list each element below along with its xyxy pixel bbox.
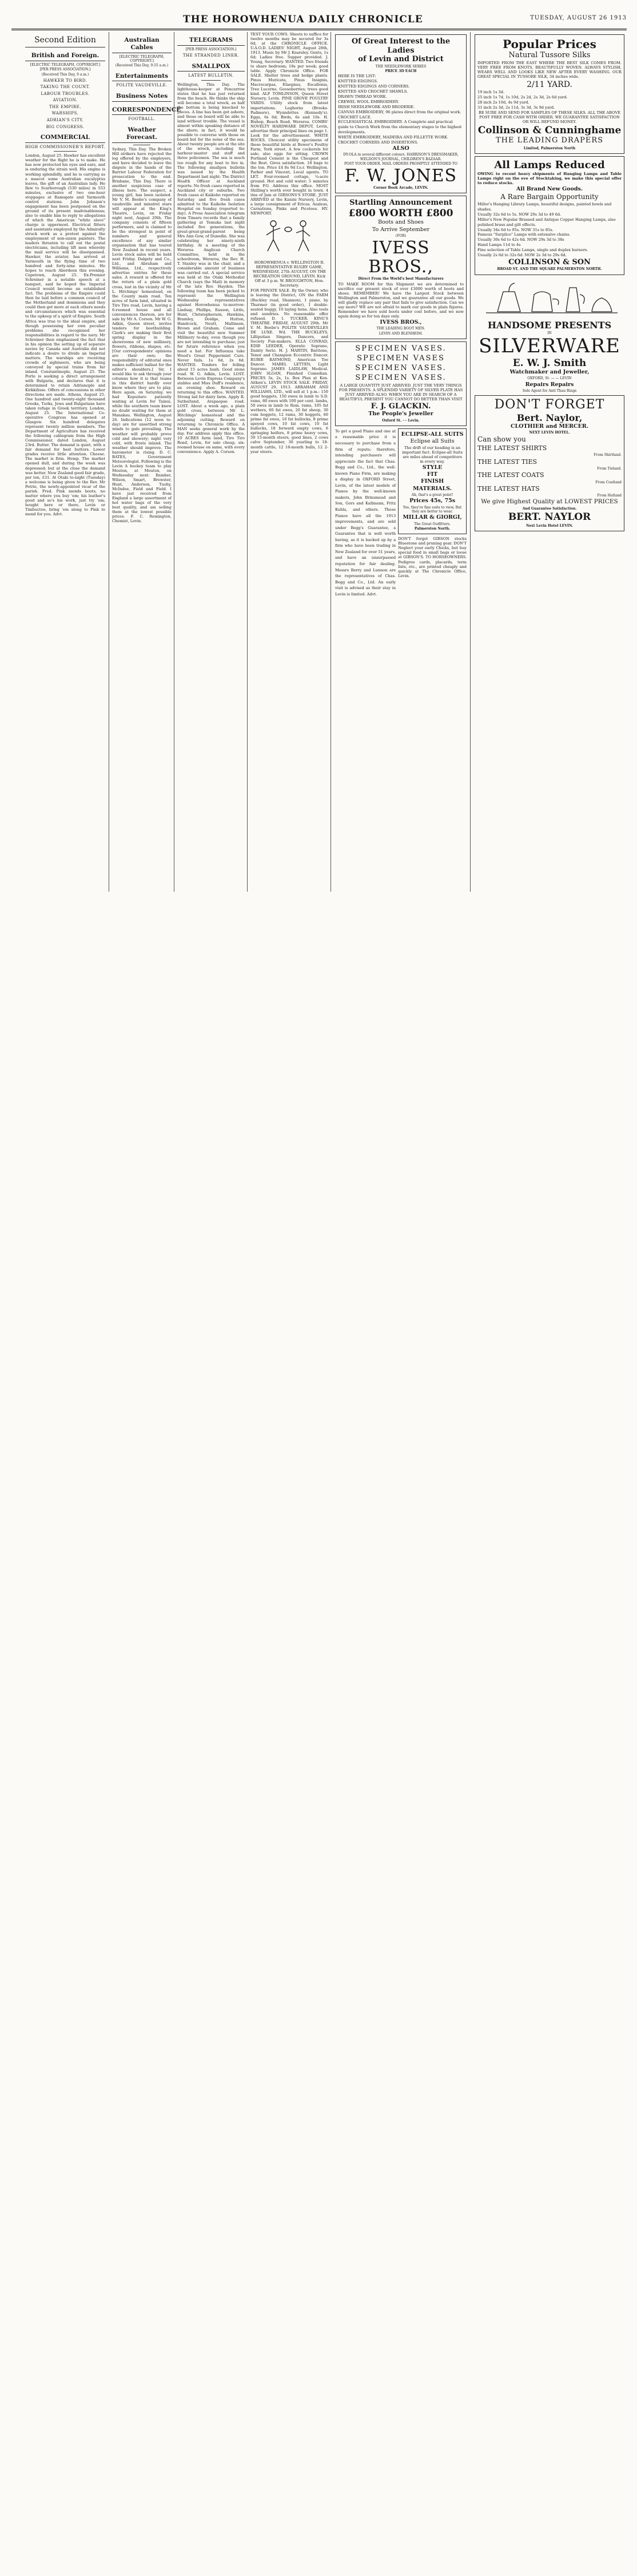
- ad-line: Boots and Shoes: [378, 219, 424, 226]
- list-item: IRISH NEEDLEWORK AND BRODERIE.: [338, 104, 415, 109]
- section-heading: TELEGRAMS: [177, 37, 245, 46]
- ad-line: SPECIMEN VASES.: [355, 344, 447, 353]
- article-body: Wellington, This Day. The lighthouse-keeper at Pencarrow states that he has just returned from the beach. He thinks the ship will become a total wreck, as half the bottom is being knocked to pieces. A line has been got ashore, and those on board will be able to land without trouble. The vessel is almost within speaking distance of the shore; in fact, it would be possible to converse with those on board but for the noise of the sea. About twenty people are at the site of the wreck, including the harbour-master and staff and three policemen. The sea is much too rough for any boat to live in. The following smallpox bulletin was issued by the Health Department last night: The District Health Officer at Auckland reports: No fresh cases reported in Auckland city or suburbs. Two fresh cases at Kaikohe reported on Saturday and five fresh cases admitted to the Kaikohe Isolation Hospital on Sunday (reported to-day). A Press Association telegram from Timaru records that a family gathering at Temuka last night included five generations, the great-great-grand-parent being Mrs Ann Gow, of Dunedin. She was celebrating her ninety-ninth birthday. At a meeting of the Weraroa Anglican Church Committee, held in the schoolroom, Weraroa, the Rev. H. T. Stanley was in the chair, and a considerable amount of business was carried out. A special service was held at the Otaki Methodist Church (says the Mail) in memory of the late Rev. Hayden. The following team has been picked to represent the Wellington Wednesday representatives against Horowhenua to-morrow: Lindsay, Phillips, Easson, Little, Hunt, Christopherson, Hawkins, Bramley, Doidge, Hutton, Handcock, Neutt, Mallinson, Brown and Graham. Come and visit the beautiful new Summer Millinery to-day, even though you are not intending to purchase; just for future reference when you need a hat. For Influenza take Wood's Great Peppermint Cure. Never fails. 1s 6d, 2s 6d. WANTED. Tenders for felling about 15 acres bush. Good stone road. W. G. Adkin, Levin. LOST. Between Levin Express Company's stables and Miss Duff's residence, an evening shoe. Reward on returning to this office. WANTED. Strong lad for dairy farm. Apply R. Sutherland, Arapaepae road. LOST. About a week ago, a plain gold cross, between Mr L. Hitchings' homestead and the adjoining cutting. Reward on returning to Chronicle Office. A MAN seeks general work by the day. For address apply this office. 10 ACRES farm land, Tiro Tiro Road, Levin, for sale cheap, six-roomed house on same, with every convenience. Apply A. Corson.: [177, 82, 245, 455]
- ad-line: Can show you: [477, 435, 526, 444]
- ad-line: STYLE: [422, 464, 443, 471]
- newspaper-title: THE HOROWHENUA DAILY CHRONICLE: [183, 14, 423, 25]
- ad-line: NEXT LEVIN HOTEL.: [529, 431, 570, 435]
- ad-line: SPECIMEN VASES: [357, 353, 445, 363]
- section-heading: COMMERCIAL: [25, 134, 105, 143]
- ad-line: To Arrive September: [372, 226, 430, 233]
- column-telegrams: [175, 32, 247, 892]
- received-line: (Received This Day, 9.55 a.m.): [115, 63, 169, 68]
- credit-line: [ELECTRIC TELEGRAPH, COPYRIGHT.]: [119, 54, 165, 63]
- ad-body: A LARGE QUANTITY JUST ARRIVED. JUST THE VERY THINGS FOR PRESENTS. A SPLENDID VARIETY OF SILVER PLATE HAS JUST ARRIVED ALSO. WHEN YOU ARE IN SEARCH OF A BEAUTIFUL PRESENT YOU CANNOT DO BETTER THAN VISIT: [339, 383, 463, 401]
- column-ads-middle: [333, 32, 469, 892]
- eclipse-ad: [398, 428, 467, 534]
- ad-line: SPECIMEN VASES.: [355, 363, 447, 372]
- item-from: From Shirtland.: [594, 453, 622, 458]
- ad-body: TO MAKE ROOM for this Shipment we are determined to sacrifice our present stock of over £3000 worth of boots and shoes. REMEMBER! We have the Largest Stock between Wellington and Palmerston, and we guarantee all our goods. We will gladly replace any pair that fails to give satisfaction. Can we say more? WE are not afraid to mark our goods in plain figures. Remember we have sold boots under cost before, and we now again doing so for ten days only.: [338, 281, 464, 319]
- ad-subtitle: Eclipse all Suits: [410, 438, 455, 445]
- subheading: AVIATION.: [53, 98, 78, 103]
- section-heading: Weather Forecast.: [112, 126, 172, 143]
- list-item: WHITE EMBROIDERY, MADEIRA AND FILLETTE WORK.: [338, 135, 449, 140]
- ivess-bros-ad: [335, 196, 467, 339]
- advertiser-name: IVESS BROS.,: [380, 319, 422, 326]
- ad-line: SPECIMEN VASES.: [355, 373, 447, 382]
- subheading: POLITE VAUDEVILLE.: [116, 83, 168, 88]
- subheading: ADRIAN'S CITY.: [46, 118, 84, 122]
- column-british-foreign: [23, 32, 108, 892]
- article-body: Sydney, This Day. The Broken Hill strikers have rejected the log offered by the employers, and have decided to leave the dispute in the hands of the Barrier Labour Federation for prosecution to the end. Brisbane, This Day. There is another suspicious case of illness here. The suspect, a young girl, has been isolated. Mr V. M. Beebe's company of vaudeville and minstrel stars will appear at the King's Theatre, Levin, on Friday night next, August 29th. The company consists of fifteen performers, and is claimed to be the strongest in point of numbers and general excellence of any similar organisation that has toured New Zealand in recent years. Levin stock sales will be held next Friday. Dalgety and Co., Ltd., and Abraham and Williams, Ltd., respectively advertise entries for these sales. A reward is offered for the return of a plain gold cross, lost in the vicinity of Mr L. Hitchings' homestead, on the County main road. Ten acres of farm land, situated in Tiro Tiro road, Levin, having a 6-roomed house and all conveniences thereon, are for sale by Mr A. Corson. Mr W. G. Adkin, Queen street, invites tenders for bootbuilding. Clark's are making their first spring display in the showrooms of new millinery, flowers, ribbons, shapes, etc. [Our correspondents' opinions are their own; the responsibility of editorial ones makes sufficient ballast for the editor's shoulders.] Sir, I would like to ask through your columns how it is that teams in this district hardly ever know where they are to play. Here again, on Saturday, we had Kopuitaro patiently waiting at Levin for Tainui, while the southern team knew no doubt waiting for them at Manakau. Wellington, August 26. Indications (12 noon to-day) are for unsettled strong winds to gale prevailing. The weather will probably prove cold and showery; night very cold, with frosts inland. The weather should improve. The barometer is rising. D. C. BATES, Government Meteorologist. Following is the Levin A hockey team to play Mouton, at Mouton, on Wednesday next: Bamber, Wilson, Smart, Brewster, Hunt, Anderson, Tuohy, McIndoe, Field and Field. I have just received from England a large assortment of hot water bags of the very best quality, and am selling them at the lowest possible prices. F. C. Remington, Chemist, Levin.: [112, 146, 172, 524]
- edition-heading: Second Edition: [25, 35, 105, 47]
- received-line: (Received This Day, 9 a.m.): [41, 72, 89, 77]
- item-line: THE LATEST TIES: [477, 458, 538, 466]
- ad-title: All Lamps Reduced: [494, 159, 605, 172]
- right-lower-ads: [398, 428, 467, 598]
- ad-subtitle: THE NEEDLEWORK SERIES: [375, 64, 427, 69]
- ad-line: A Rare Bargain Opportunity: [500, 193, 599, 201]
- lamp-line: Usually 32s 6d to 5s. NOW 29s 3d to 49 6d.: [477, 212, 562, 217]
- lower-ads-row: [335, 428, 467, 598]
- advertiser-address: Next Levin Hotel LEVIN.: [525, 523, 574, 528]
- ad-also: ALSO: [392, 145, 409, 152]
- price-lines: [477, 90, 622, 110]
- classified-ads: FOR PRIVATE SALE. By the Owner, who is leaving the District, ON the FARM (Buckley road, Shannon), 1 piano, by Thurmer (in good order), 1 double-seated buggy, 10 laying hens. Also tools and sundries. No reasonable offer refused. D. I. TUCKER. KING'S THEATRE. FRIDAY, AUGUST 29th. Mr V. M. Beebe's POLITE VAUDEVILLES DE LUXE. Wd. THE BUCKLEYS, Lilliputian Singers, Dancers, and Society Fun-makers. ELLA CONRAD, EDIE LEEDER, Operatic Soprano, Dainty Serio. H. J. MARTIN, Baritone, Tenor and Champion Eccentric Dancer. RUBIE RAYMOND, American Toe Dancer. MABEL LETTEN, Light Soprano. JAMES LAIDLAW, Medical. JOHN SLOAN, Finished Comedian. PRICES 3s, 2s, 1s. Box Plan at Ken. Aitken's. LEVIN STOCK SALE. FRIDAY, AUGUST 29, 1913. ABRAHAM AND WILLIAMS, LTD., will sell at 1 p.m.: 150 good hoggets, 150 ewes in lamb to S.D. rams, 80 ewes with 100 per cent. lambs, 50 ewes in lamb to Rom. rams, 105 fat wethers, 60 fat ewes, 20 fat sheep, 30 com hoggets, 12 rams, 30 hoggets, 60 prime fat ewes, 16 fat bullocks, 8 prime speyed cows, 10 fat cows, 10 fat bullocks, 18 forward empty cows, 6 springing heifers, 8 prime heavy cows, 50 15-month steers, good lines, 2 cows calve September, 30 yearling to 18-month cattle, 12 18-month bulls, 12 2-year steers.: [250, 288, 328, 454]
- list-item: CREWEL WOOL EMBROIDERY.: [338, 99, 399, 104]
- column-rule: [247, 32, 248, 892]
- item-line: THE LATEST COATS: [477, 471, 544, 479]
- ad-title: SILVERWARE: [479, 335, 620, 358]
- ad-title: Of Great Interest to the Ladies: [351, 37, 451, 55]
- ad-line: We give Highest Quality at LOWEST PRICES: [481, 498, 618, 506]
- ad-line: THE LEADING BOOT MEN.: [376, 327, 425, 331]
- item-line: THE LATEST HATS: [477, 484, 540, 492]
- advertiser-name: BERT. NAYLOR: [508, 511, 591, 523]
- advertiser-name: F. W. JONES: [344, 166, 457, 186]
- ad-body: BE SURE AND SEND FOR SAMPLES OF THESE SILKS. ALL THE ABOVE POST FREE FOR CASH WITH ORDER. WE GUARANTEE SATISFACTION OR WILL REFUND MONEY.: [478, 110, 621, 124]
- section-heading: CORRESPONDENCE: [112, 106, 172, 116]
- ad-subtitle: THE LEADING DRAPERS: [495, 136, 604, 145]
- lamp-line: Famous "Surplice" Lamps with extensive chains.: [477, 232, 571, 237]
- lamps-ad: [475, 156, 624, 275]
- ad-line: IN: [547, 331, 552, 335]
- separator: [201, 80, 220, 81]
- ad-also-text: DY-OLA in several different colours. HARRISON'S DRESSMAKER, WELDON'S JOURNAL, CHILDREN'S BAZAAR.: [343, 153, 459, 161]
- price-line: 19 inch 1s 3d.: [477, 90, 505, 95]
- article-body: London, August 25. Hawker has excellent weather for the flight he is to make. He has now protected his eyes and ears, and is enduring the strain well. His engine is working splendidly, and he is carrying as a mascot some Australian eucalyptus leaves, the gift of an Australian lady. He flew to Scarborough (530 miles) in 553 minutes, exclusive of two one-hour stoppages at Ramsgate and Yarmouth control stations. John Johnson's engagement has been postponed on the ground of its present inadvisableness; also to enable him to reply to allegations of which the American "white slave" charge is uppermost. Electrical fitters and assistants employed by the Admiralty struck work as a protest against the employment of non-union painters. The leaders threaten to call out the postal electricians, including lift men whereby the mail service will be disorganised. Hawker, the aviator, has arrived at Yarmouth in the flying time of two hundred and forty-nine minutes. He hopes to reach Aberdeen this evening. Capetown, August 25. Ex-Premier Schreiner in a notable speech at a banquet, said he hoped the Imperial Council would become an established fact. The problems of the Empire could then be laid before a common council of the Motherland and dominions and they could then get more at each others needs and circumstances which was essential to the upkeep of a spirit of Empire. South Africa was true to the ideal empire, and though possessing her own peculiar problems she recognised her responsibilities in regard to the navy. Mr Schreiner then emphasised the fact that in his opinion the setting up of separate navies by Canada and Australia did not indicate a desire to divide an Imperial matters. The warships are receiving crowds of sightseers, who are being conveyed by special trains from far inland. Constantinople, August 25. The Porte is seeking a direct arrangement with Bulgaria, and declares that it is determined to retain Adrianople and Kirkkilisse. Offers of concessions in other directions are made. Athens, August 25. One hundred and twenty-eight thousand Greeks, Turks, Jews and Bulgarians have taken refuge in Greek territory. London, August 25. The International Co-operative Congress has opened at Glasgow. Six hundred delegates represent twenty million members. The Department of Agriculture has received the following cablegram from the High Commissioner, dated London, August 23rd. Butter. The demand is quiet, with a fair demand for best butters. Lower grades receive little attention. Cheese. The market is firm. Hemp. The market opened dull, and during the week was depressed; but at the close the demand was better. New Zealand good fair grade, per ton, £31. At Otaki to-night (Tuesday) a welcome is being given to the Rev. Mr Petrie, the newly-appointed vicar of the parish. Fred. Pink mends boots, no matter where you buy 'em; his leather's good and so's his work, just try 'em; bought here or there, Levin or Timbuctoo, bring 'em along to Pink to mend for you. Advt.: [25, 153, 105, 516]
- piano-text: To get a good Piano and one at a reasonable price it is necessary to purchase from a firm of repute; therefore, intending purchasers will appreciate the fact that Chas. Begg and Co., Ltd., the well-known Piano Firm, are making a display in OXFORD Street, Levin, of the latest models of Pianos by the well-known makers, John Brinsmead and Son, Gors and Kallmann, Fritz Kuhla, and others. These Pianos have all the 1913 improvements, and are sold under Begg's Guarantee, a Guarantee that is well worth having, as it is backed up by a firm who have been trading in New Zealand for over 51 years, and have an unsurpassed reputation for fair dealing. Messrs Berry and Lunnon are the representatives of Chas. Begg and Co., Ltd. An early visit is advised as their stay in Levin is limited. Advt.: [335, 428, 396, 597]
- ad-line: Direct From the World's best Manufacturers: [358, 277, 444, 281]
- ad-line: LEVIN AND BLENHEIM.: [379, 331, 423, 336]
- advertiser-address: BROAD ST. AND THE SQUARE PALMERSTON NORTH.: [497, 267, 602, 272]
- ad-post-order: POST YOUR ORDER. MAIL ORDERS PROMPTLY ATTENDED TO: [344, 161, 457, 166]
- subheading: THE STRANDED LINER.: [182, 53, 240, 58]
- advertiser-name: IVESS BROS.,: [368, 238, 433, 277]
- advertiser-name: COLLINSON & SON: [508, 257, 591, 267]
- advertiser-address: Oxford St. - - Levin.: [382, 418, 420, 423]
- advertiser-name: E. W. J. Smith: [512, 357, 587, 369]
- column-australian-cables: [110, 32, 181, 892]
- credit-line: [ELECTRIC TELEGRAPH, COPYRIGHT.]: [30, 62, 101, 67]
- lamp-line: Miller's Hanging Library Lamps, beautiful designs, painted bowls and shades.: [477, 202, 612, 212]
- price-line: 25 inch 1s 7d, 1s 10d, 2s 2d, 2s 3d, 2s 6d yard.: [477, 95, 568, 100]
- subheading: FOOTBALL.: [128, 117, 156, 122]
- silverware-illustration: [475, 277, 624, 317]
- advertiser-name: Bert. Naylor,: [516, 412, 583, 423]
- naylor-ad: [475, 395, 624, 531]
- ad-line: MATERIALS.: [413, 485, 452, 492]
- separator: [54, 151, 76, 152]
- gibson-notices: DON'T forget GIBSON stocks Bluestone and pruning gear. DON'T Neglect your early Chicks, but buy special food in small bags or loose at GIBSON'S. TO HORSEOWNERS. Pedigree cards, placards, term lists, etc., are printed cheaply and quickly at The Chronicle Office, Levin.: [398, 536, 467, 578]
- masthead: [11, 14, 627, 29]
- subheading: THE EMPIRE.: [49, 104, 81, 109]
- ad-body: OWING to recent heavy shipments of Hanging Lamps and Table Lamps right on the eve of Stocktaking, we make this special offer to reduce stocks.: [477, 172, 622, 186]
- lamp-line: Usually 2s 6d to 32s 6d. NOW 2s 3d to 29s 6d.: [477, 252, 567, 257]
- column-classifieds: [248, 32, 331, 892]
- ad-line: (FOR): [395, 234, 407, 238]
- ad-line: CLOTHIER and MERCER.: [510, 423, 589, 430]
- ad-body: IMPORTED FROM THE EAST WHERE THE BEST SILK COMES FROM. VERY FREE FROM KNOTS, BEAUTIFULLY WOVEN. ALWAYS STYLISH, WEARS WELL AND LOOKS LIKE NEW AFTER EVERY WASHING. OUR GREAT SPECIAL IN TUSSORE SILK, 34 inches wide.: [477, 60, 622, 79]
- masthead-rule: [11, 29, 627, 30]
- section-heading: Australian Cables: [112, 37, 172, 53]
- advertiser-address: OXFORD, St. — — LEVIN: [527, 376, 572, 381]
- lamp-lines: [477, 202, 622, 258]
- glackin-ad: [335, 341, 467, 426]
- advertiser-name: Collinson & Cunninghame: [477, 124, 622, 136]
- subheading: HAWKER TO BIRD.: [43, 78, 87, 83]
- ad-line: Ah, that's a great point!: [411, 493, 453, 498]
- ad-title: DON'T FORGET: [494, 397, 605, 412]
- rugby-illustration: [250, 218, 328, 258]
- item-from: From Hatland: [597, 494, 622, 498]
- list-item: DRAWN THREAD WORK.: [338, 94, 387, 99]
- credit-line: [PER PRESS ASSOCIATION.]: [185, 47, 237, 51]
- ad-body: The drift of our heading is an important fact. Eclipse-all Suits are miles ahead of competitors in every way.: [402, 445, 463, 464]
- ad-price: 2/11 YARD.: [527, 80, 572, 90]
- section-heading: Business Notes: [112, 93, 172, 102]
- column-ads-right: [472, 32, 627, 892]
- price-line: 28 inch 2s 10d, 4s 9d yard.: [477, 100, 529, 105]
- list-head: HERE IS THE LIST:: [338, 74, 376, 79]
- ad-amount: £800 WORTH £800: [348, 208, 453, 220]
- rugby-match-ad: HOROWHENUA v. WELLINGTON B. REPRESENTATIVE RUGBY GAME, WEDNESDAY, 27th AUGUST, ON THE RECREATION GROUND, LEVIN. Kick Off at 3 p.m. W. BROUGHTON, Hon. Secretary.: [252, 260, 327, 288]
- ad-title: HANDSOME PRESENTS: [487, 319, 612, 331]
- subheading: BIG CONGRESS.: [46, 124, 85, 129]
- ad-line: The Great Outfitters.: [414, 522, 451, 526]
- price-line: 31 inch 2s 3d, 2s 11d, 3s 3d, 3s 9d yard.: [477, 105, 555, 110]
- column-rule: [470, 32, 471, 892]
- ad-title: of Levin and District: [358, 55, 444, 64]
- ad-title: Startling Announcement: [349, 198, 452, 208]
- ad-line: Palmerston North.: [414, 527, 451, 531]
- popular-prices-ad: [475, 34, 624, 154]
- ad-line: Repairs Repairs: [525, 381, 574, 388]
- advertiser-name: F. J. GLACKIN.: [371, 401, 431, 411]
- naylor-items: [477, 444, 622, 498]
- lamp-line: Usually 30s 6d to 42s 6d. NOW 29s 3d to 38s: [477, 237, 564, 243]
- lamp-line: Fine selection of Table Lamps, single and duplex burners.: [477, 248, 588, 253]
- section-heading: British and Foreign.: [25, 52, 105, 61]
- item-from: From Coatland: [595, 480, 622, 484]
- list-item: KNITTED EDGINGS.: [338, 79, 378, 84]
- list-item: CANVAS EMBROIDERY, 96 plates direct from the original work.: [338, 109, 461, 114]
- advertiser-address: Limited, Palmerston North: [523, 146, 576, 151]
- subheading: LABOUR TROUBLES.: [41, 91, 90, 96]
- subheading: HIGH COMMISSIONER'S REPORT.: [25, 144, 105, 149]
- lamp-line: Hand Lamps 11d to 4s: [477, 243, 521, 248]
- subheading: TAKING THE COUNT.: [40, 85, 90, 90]
- advertiser-name: MILLAR & GIORGI,: [403, 514, 462, 521]
- ad-line: FIT: [427, 471, 438, 478]
- needlework-list: [338, 74, 464, 145]
- ad-line: FINISH: [420, 478, 444, 485]
- ad-line: Watchmaker and Jeweller,: [509, 369, 590, 376]
- ad-line: Yes, they're fine suits to view, But they are better to wear.: [403, 505, 462, 514]
- ad-line: All Brand New Goods.: [516, 186, 583, 193]
- list-item: CROCHET LACE.: [338, 114, 372, 120]
- advertiser-address: Corner Book Arcade, LEVIN.: [373, 186, 428, 190]
- subheading: LATEST BULLETIN.: [188, 73, 234, 78]
- list-item: KNITTED AND CROCHET SHAWLS.: [338, 89, 408, 94]
- lamp-line: Miller's New Popular Brassed and Antique Copper Hanging Lamps, also polished brass and gilt effects.: [477, 217, 616, 227]
- subheading: WARSHIPS.: [51, 111, 79, 116]
- ad-line: Sole Agent for Anti Thau Rings: [522, 389, 577, 393]
- list-item: KNITTED EDGINGS AND CORNERS.: [338, 84, 410, 89]
- ad-title: ECLIPSE-ALL SUITS: [401, 431, 464, 438]
- item-line: THE LATEST SHIRTS: [477, 444, 547, 452]
- ad-line: The People's Jeweller: [368, 411, 433, 418]
- issue-date: TUESDAY, AUGUST 26 1913: [530, 15, 627, 21]
- list-item: CROCHET CORNERS AND INSERTIONS.: [338, 140, 419, 145]
- piano-notice: [335, 428, 396, 598]
- list-item: ECCLESIASTICAL EMBROIDERY. A Complete and practical guide to Church Work from the elementary stages to the highest developments.: [338, 120, 462, 135]
- section-heading: SMALLPOX: [177, 63, 245, 72]
- ad-line: And Guarantee Satisfaction.: [522, 507, 577, 511]
- ad-price: PRICE 3D EACH: [385, 69, 417, 74]
- credit-line: [PER PRESS ASSOCIATION.]: [39, 67, 91, 72]
- ad-subtitle: Natural Tussore Silks: [508, 51, 591, 59]
- ad-price: Prices 45s, 75s: [409, 498, 456, 504]
- item-from: From Tieland.: [597, 466, 622, 471]
- section-heading: Entertainments: [112, 73, 172, 82]
- classified-ads: TEST YOUR COWS. Sheets to suffice for twelve months may be secured for 3s 6d, at the CHRONICLE OFFICE. U.A.O.D. LADIES' NIGHT, August 28th, 1913. Music by Mr J. Kearsley. Gents, 1s 6d; Ladies free. Supper provided. J. Young, Secretary. WANTED. Two friends to share bedroom; 18s per week; good table. Apply Chronicle Office. FOR SALE. Shelter trees and hedge plants. Pinus Muricata, Pinus Insignis, Macrocarpas, Elaegnus, Escallonia, Tree Lucerne, Gooseberries; trees good kind. ALF TOMLINSON, Queen Street Nursery, Levin. PINE GROVE POULTRY YARDS. Utility stock from latest importations. Leghorns (Brooks-Padmore), Wyandottes (Kennedy's). Eggs, 6s 6d; Birds, 6s and 10s. H. Bishop, Beach Road, Weraroa. COMBS' NOVELTY HARDWARE DEPOT, Levin, advertise their principal lines on page 1. Look for the advertisement. WHITE ROCKS. Choicest utility specimens of these beautiful birds at Bower's Poultry Farm, York street. A few cockerels for sale; also eggs for sitting. CROWN Portland Cement is the Cheapest and the Best. Gives satisfaction. 18 bags to the ton. Price £4 8s 9d f.o.r. Wellington. Parker and Vincent, Local agents. TO LET. Four-roomed cottage, ¼-acre ground. Hot and cold water; 5 minutes from P.O. Address this office. MOST Shilling's worth ever bought in town. 4 tins of Jam at GIBSONS'S STORE. JUST ARRIVED at the Kanini Nursery, Levin, a large consignment of Ericas, Azaleas, Carnations, Pinks and Picotees. HY. NEWPORT.: [250, 32, 328, 216]
- needlework-ad: [335, 34, 467, 193]
- lamp-line: Usually 34s 6d to 95s. NOW 31s to 85s.: [477, 227, 554, 232]
- ad-title: Popular Prices: [503, 37, 596, 51]
